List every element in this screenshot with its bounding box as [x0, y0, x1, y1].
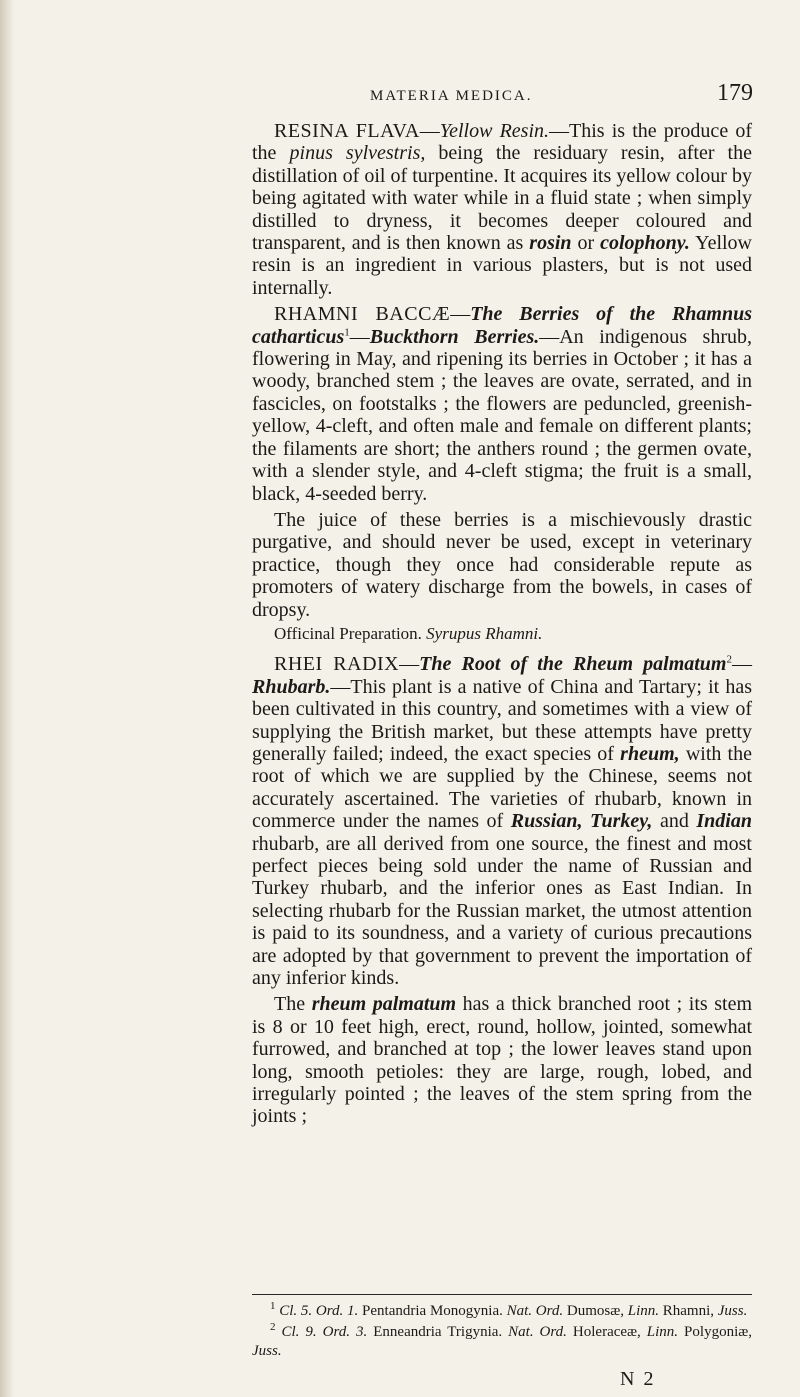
- page-number: 179: [717, 80, 753, 106]
- entry-resina-flava: RESINA FLAVA—Yellow Resin.—This is the produce of the pinus sylvestris, being the residuary resin, after the distillation of oil of turpentine. It acquires its yellow colour by being agitated with water while in a fluid state ; when simply distilled to dryness, it becomes deeper coloured and transparent, and is then known as rosin or colophony. Yellow resin is an ingredient in various plasters, but is not used internally.: [252, 120, 752, 299]
- footnote-rule: [252, 1294, 752, 1295]
- paragraph: The rheum palmatum has a thick branched root ; its stem is 8 or 10 feet high, erect, round, hollow, jointed, somewhat furrowed, and branched at top ; the lower leaves stand upon long, smooth petioles: they are large, rough, lobed, and irregularly pointed ; the leaves of the stem spring from the joints ;: [252, 993, 753, 1128]
- entry-title: The Root of the Rheum palmatum: [419, 653, 727, 676]
- entry-subtitle: Rhubarb.: [252, 675, 331, 698]
- footnote-marker: 2: [726, 653, 732, 666]
- prep-value: Syrupus Rhamni.: [426, 623, 543, 643]
- entry-rhei-radix: RHEI RADIX—The Root of the Rheum palmatum$^2$—Rhubarb.—This plant is a native of China and Tartary; it has been cultivated in this country, and sometimes with a view of supplying the British market, but these attempts have pretty generally failed; indeed, the exact species of rheum, with the root of which we are supplied by the Chinese, seems not accurately ascertained. The varieties of rhubarb, known in commerce under the names of Russian, Turkey, and Indian rhubarb, are all derived from one source, the finest and most perfect pieces being sold under the name of Russian and Turkey rhubarb, and the inferior ones as East Indian. In selecting rhubarb for the Russian market, the utmost attention is paid to its soundness, and a variety of curious precautions are adopted by that government to prevent the importation of any inferior kinds.: [252, 653, 752, 990]
- entry-subtitle: Buckthorn Berries.: [369, 325, 540, 348]
- officinal-preparation: [252, 623, 752, 645]
- page-header: [0, 80, 800, 120]
- main-text: [252, 120, 752, 1128]
- entry-heading: RHAMNI BACCÆ: [274, 303, 451, 326]
- prep-label: Officinal Preparation.: [274, 623, 422, 643]
- footnotes: [252, 1302, 752, 1363]
- variety-names: Russian, Turkey,: [510, 810, 653, 833]
- running-head: MATERIA MEDICA.: [370, 88, 533, 104]
- variety-name: Indian: [696, 810, 752, 833]
- paragraph: The juice of these berries is a mischievously drastic purgative, and should never be used, except in veterinary practice, though they once had considerable repute as promoters of watery discharge from the bowels, in cases of dropsy.: [252, 508, 752, 621]
- species-name: rheum,: [620, 742, 680, 765]
- synonym: rosin: [529, 232, 572, 255]
- entry-title: Yellow Resin.: [439, 120, 549, 142]
- entry-title: The Berries of the Rhamnus catharticus: [252, 303, 753, 348]
- synonym: colophony.: [600, 232, 690, 255]
- signature-mark: N 2: [620, 1368, 656, 1390]
- footnote-2: $^2$ Cl. 9. Ord. 3. Enneandria Trigynia. Nat. Ord. Holeraceæ, Linn. Polygoniæ, Juss.: [252, 1321, 752, 1359]
- page-edge-shadow: [0, 0, 14, 1397]
- species-name: rheum palmatum: [311, 993, 457, 1016]
- entry-rhamni-baccae: RHAMNI BACCÆ—The Berries of the Rhamnus catharticus$^1$—Buckthorn Berries.—An indigenous shrub, flowering in May, and ripening its berries in October ; it has a woody, branched stem ; the leaves are ovate, serrated, and in fascicles, on footstalks ; the flowers are peduncled, greenish-yellow, 4-cleft, and often male and female on different plants; the filaments are short; the anthers round ; the germen ovate, with a slender style, and 4-cleft stigma; the fruit is a small, black, 4-seeded berry.: [252, 303, 753, 505]
- footnote-marker: 1: [344, 326, 350, 338]
- entry-heading: RESINA FLAVA: [274, 120, 420, 142]
- footnote-1: $^1$ Cl. 5. Ord. 1. Pentandria Monogynia. Nat. Ord. Dumosæ, Linn. Rhamni, Juss.: [270, 1300, 748, 1319]
- binomial: pinus sylvestris,: [289, 142, 426, 165]
- entry-heading: RHEI RADIX: [274, 653, 400, 676]
